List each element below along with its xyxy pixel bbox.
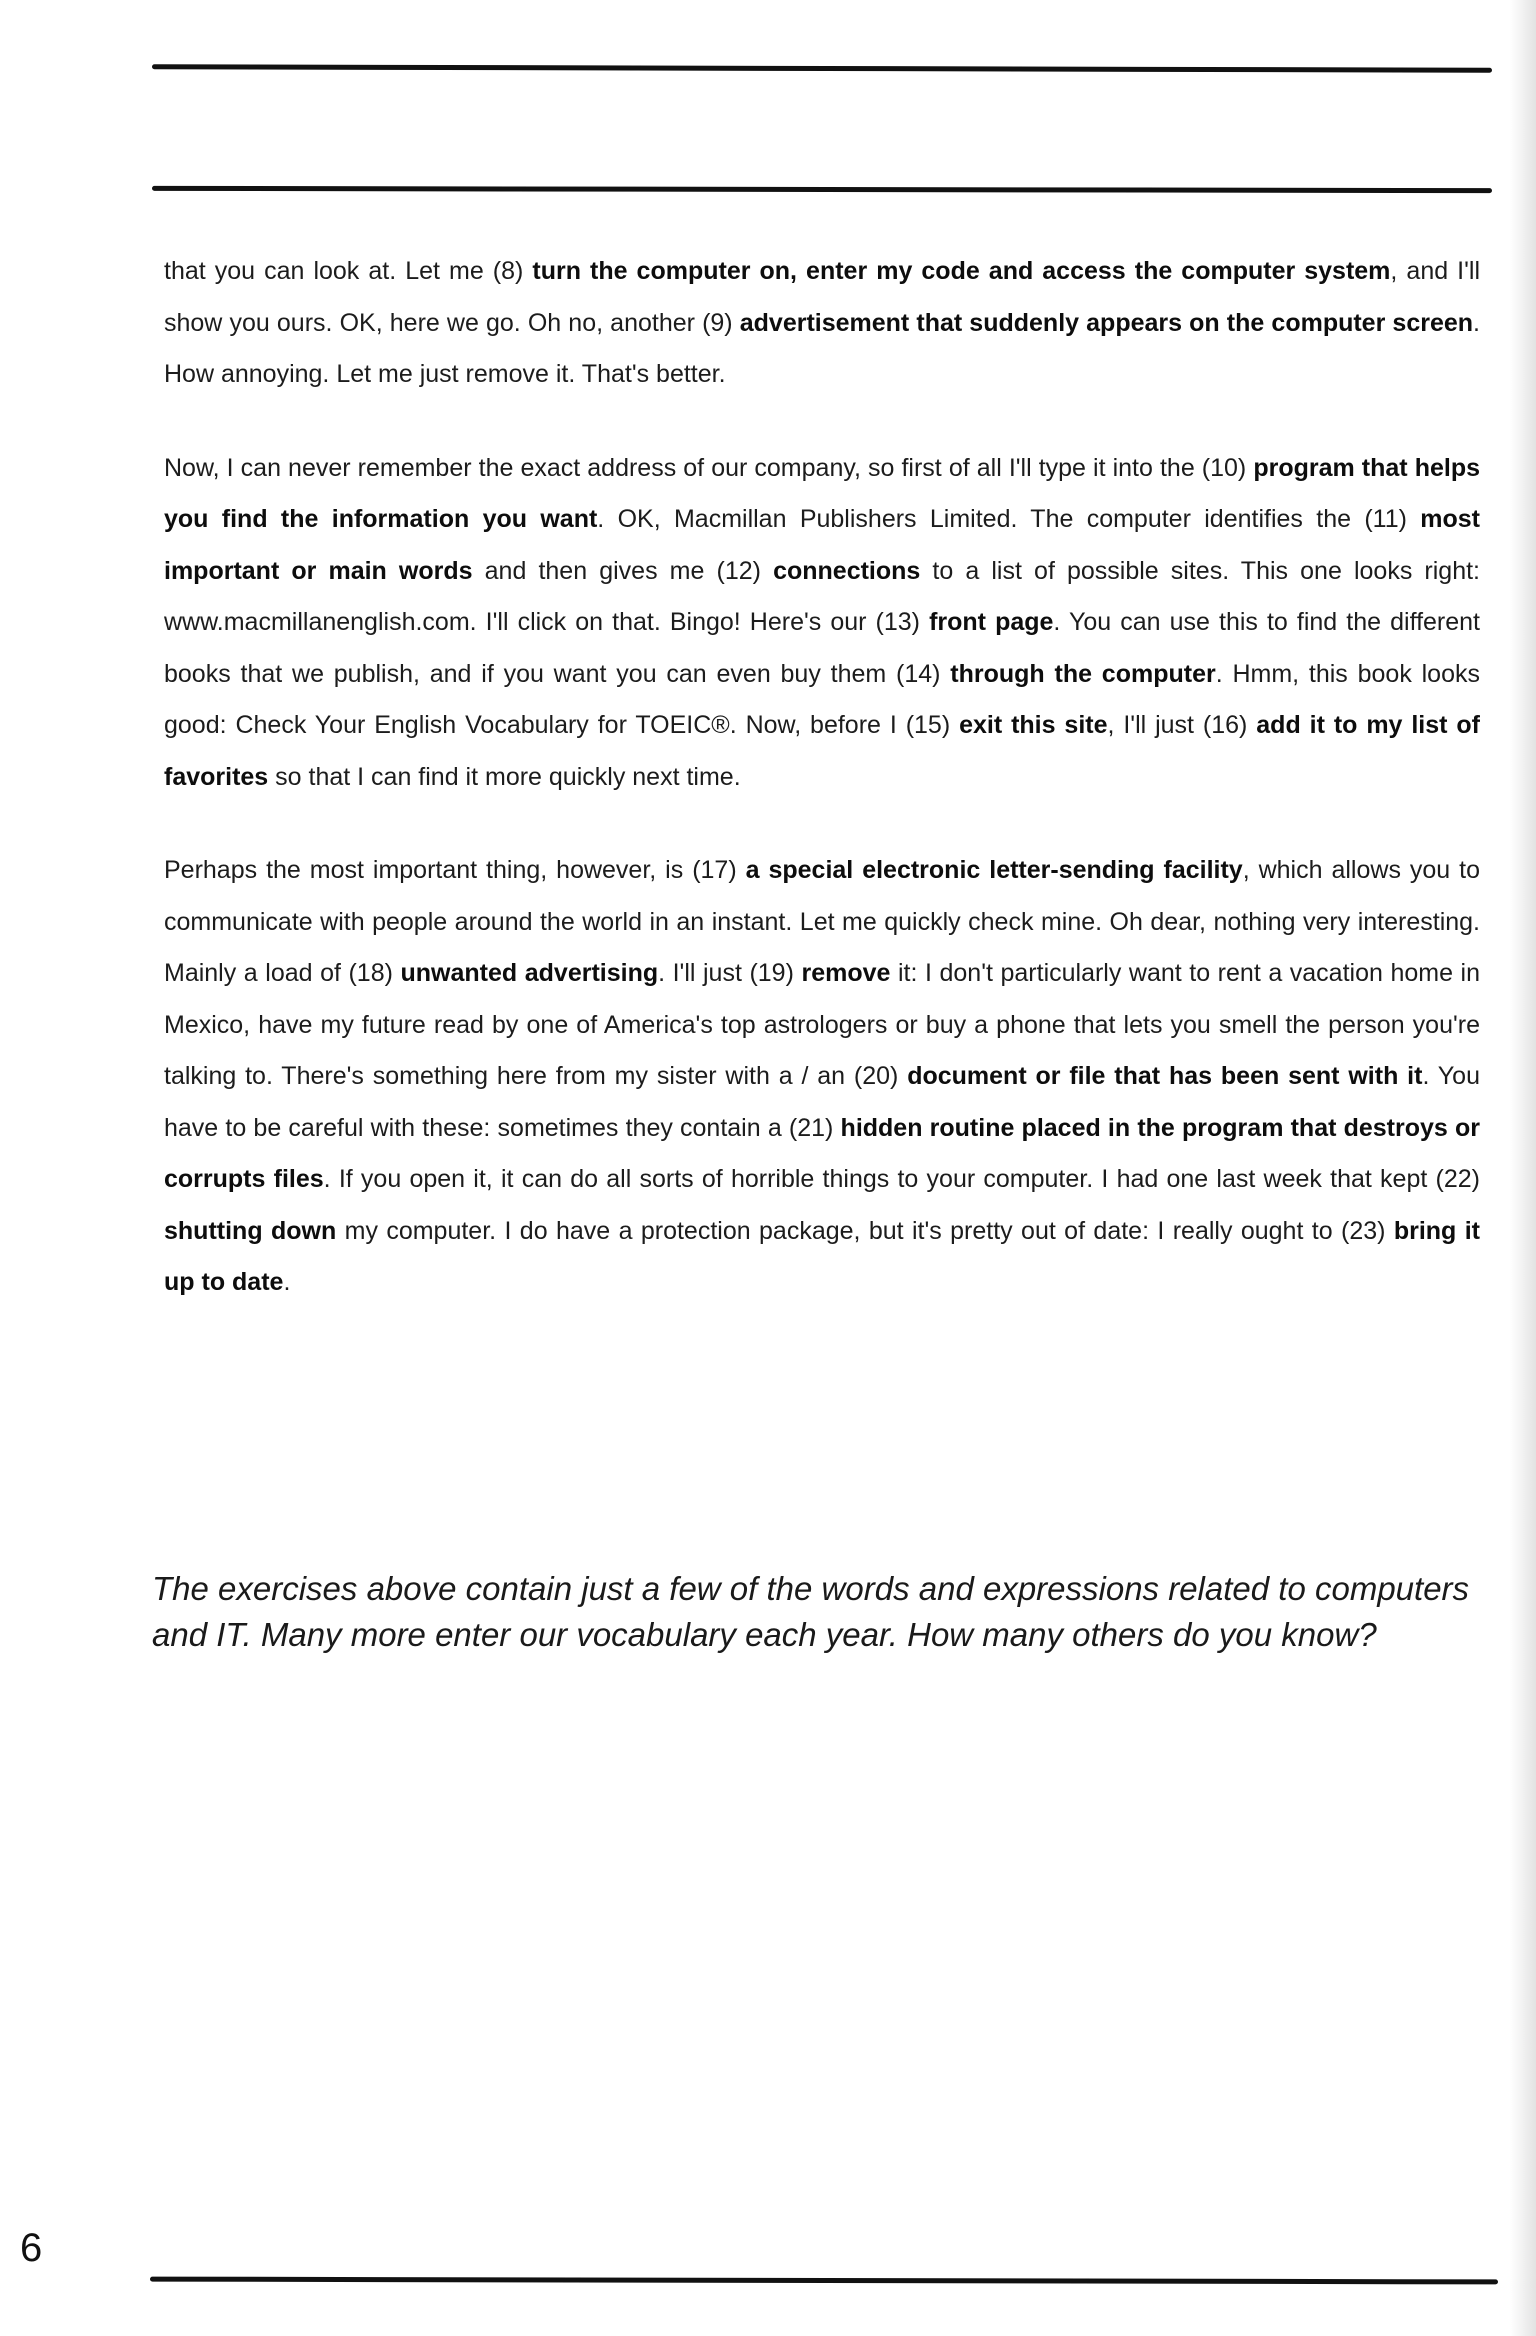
text-run: . You have to be careful with these: sometimes they contain a (21) — [164, 1062, 1480, 1142]
text-run: , and I'll show you ours. OK, here we go. Oh no, another (9) — [164, 257, 1480, 337]
text-run: Now, I can never remember the exact address of our company, so first of all I'll type it into the (10) — [164, 453, 1254, 482]
text-run: . Hmm, this book looks good: Check Your English Vocabulary for TOEIC®. Now, before I (15) — [164, 659, 1480, 739]
paragraph — [164, 845, 1480, 1309]
answer-phrase: unwanted advertising — [400, 959, 659, 987]
text-run: so that I can find it more quickly next time. — [268, 762, 741, 791]
text-run: . — [283, 1268, 291, 1296]
text-run: it: I don't particularly want to rent a vacation home in Mexico, have my future read by one of America's top astrologers or buy a phone that lets you smell the person you're talking to. There's something here from my sister with a / an (20) — [164, 959, 1481, 1090]
answer-phrase: remove — [801, 959, 891, 987]
answer-phrase: program that helps you find the information you want — [164, 453, 1480, 533]
page-edge-shadow — [1510, 0, 1536, 2336]
answer-phrase: document or file that has been sent with it — [907, 1062, 1423, 1090]
page-number: 6 — [20, 2226, 43, 2270]
text-run: . How annoying. Let me just remove it. That's better. — [164, 308, 1480, 388]
answer-phrase: most important or main words — [164, 505, 1480, 585]
text-run: , I'll just (16) — [1107, 711, 1257, 739]
text-run: my computer. I do have a protection package, but it's pretty out of date: I really ought to (23) — [336, 1216, 1394, 1245]
answer-phrase: through the computer — [950, 659, 1216, 688]
footer-rule — [150, 2277, 1498, 2285]
answer-phrase: shutting down — [164, 1216, 337, 1245]
answer-phrase: a special electronic letter-sending facility — [745, 856, 1243, 884]
paragraph — [164, 443, 1480, 804]
header-rule-top — [152, 64, 1492, 73]
answer-phrase: bring it up to date — [164, 1216, 1480, 1296]
text-run: . If you open it, it can do all sorts of horrible things to your computer. I had one last week that kept (22) — [323, 1165, 1480, 1193]
answer-phrase: connections — [773, 556, 921, 585]
answer-phrase: turn the computer on, enter my code and access the computer system — [532, 257, 1391, 285]
answer-phrase: add it to my list of favorites — [164, 711, 1480, 791]
answer-phrase: advertisement that suddenly appears on the computer screen — [739, 308, 1474, 337]
text-run: Perhaps the most important thing, however, is (17) — [164, 856, 746, 884]
paragraph — [164, 246, 1480, 401]
text-run: and then gives me (12) — [472, 556, 774, 585]
body-text — [164, 246, 1480, 1351]
text-run: to a list of possible sites. This one looks right: www.macmillanenglish.com. I'll click on that. Bingo! Here's our (13) — [164, 556, 1480, 636]
text-run: that you can look at. Let me (8) — [164, 257, 533, 285]
text-run: . You can use this to find the different books that we publish, and if you want you can even buy them (14) — [164, 608, 1480, 688]
text-run: . I'll just (19) — [658, 959, 802, 987]
answer-phrase: exit this site — [959, 711, 1108, 739]
answer-phrase: front page — [929, 608, 1054, 636]
answer-phrase: hidden routine placed in the program that destroys or corrupts files — [164, 1113, 1480, 1193]
text-run: . OK, Macmillan Publishers Limited. The computer identifies the (11) — [597, 505, 1421, 533]
header-rule-bottom — [152, 186, 1492, 193]
text-run: , which allows you to communicate with people around the world in an instant. Let me quickly check mine. Oh dear, nothing very interesting. Mainly a load of (18) — [164, 856, 1480, 987]
closing-note: The exercises above contain just a few of the words and expressions related to computers and IT. Many more enter our vocabulary each year. How many others do you know? — [152, 1570, 1470, 1653]
